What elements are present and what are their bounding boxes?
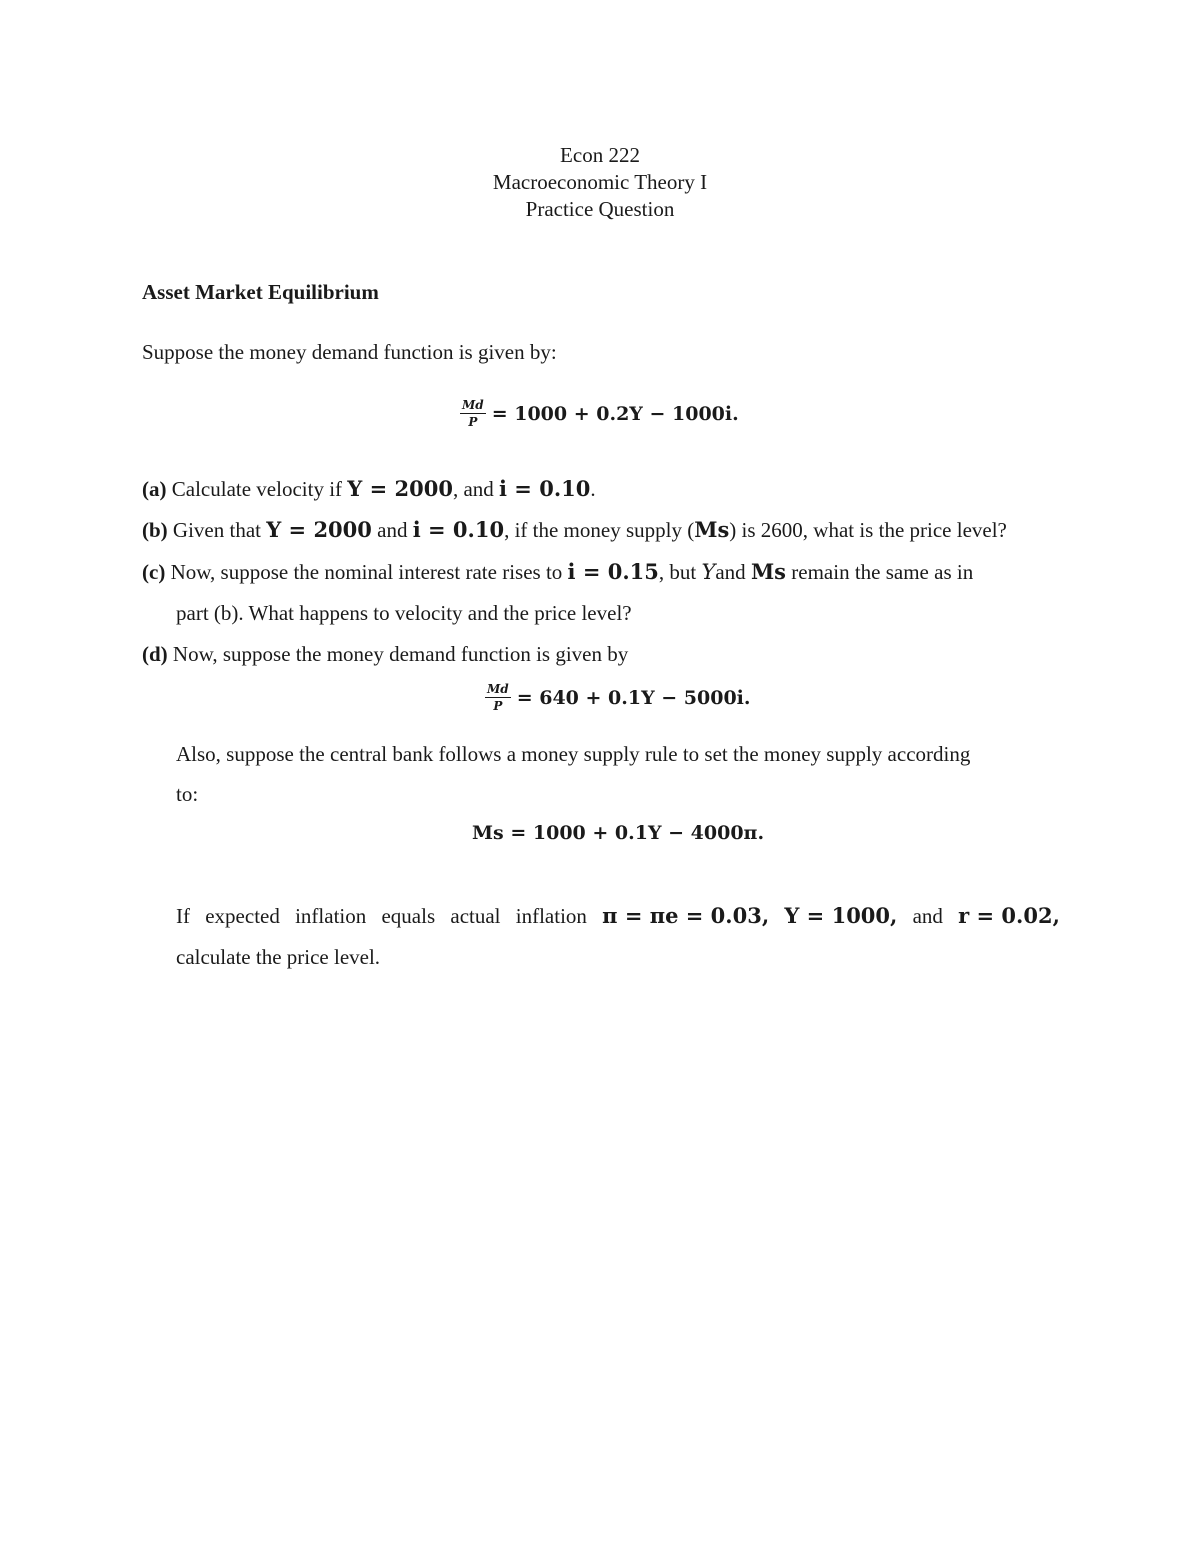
part-d-final-line-2: calculate the price level. [176, 945, 381, 969]
part-c-math-ms: Ms [750, 559, 787, 584]
part-a-label: (a) [142, 477, 167, 501]
final-word: inflation [295, 904, 367, 928]
part-c-math-i: i = 0.15 [567, 559, 659, 584]
part-d-final-line-1 [176, 902, 1060, 930]
part-b-math-ms: Ms [694, 517, 730, 542]
part-d-text: Now, suppose the money demand function is given by [172, 642, 629, 666]
final-word: actual [450, 904, 501, 928]
final-math-r: r = 0.02, [958, 903, 1060, 928]
final-word: If [176, 904, 190, 928]
final-word: expected [205, 904, 280, 928]
part-c-line-2: part (b). What happens to velocity and the price level? [176, 601, 632, 625]
money-demand-equation-2 [485, 682, 751, 713]
course-subtitle: Macroeconomic Theory I [492, 170, 708, 194]
section-heading: Asset Market Equilibrium [142, 280, 379, 304]
fraction-denominator-2: P [493, 699, 503, 713]
final-word: equals [381, 904, 436, 928]
part-a [142, 475, 596, 503]
final-word-and: and [912, 904, 943, 928]
part-b-text-2: and [371, 518, 413, 542]
final-word: inflation [515, 904, 587, 928]
equation-rhs: = 1000 + 0.2Y − 1000i. [491, 402, 739, 425]
part-b-label: (b) [142, 518, 168, 542]
fraction-md-over-p [460, 398, 486, 429]
document-type: Practice Question [525, 197, 675, 221]
title-block [0, 142, 1200, 223]
part-b-text-3: , if the money supply ( [504, 518, 695, 542]
part-c-text-3: and [715, 560, 751, 584]
part-b-math-i: i = 0.10 [412, 517, 505, 542]
part-c-math-y: Y [701, 560, 716, 584]
part-c-text-4: remain the same as in [786, 560, 974, 584]
part-d-also-line-2: to: [176, 782, 199, 806]
fraction-md-over-p-2 [485, 682, 511, 713]
part-b [142, 516, 1007, 544]
part-a-math-y: Y = 2000 [347, 476, 453, 501]
part-b-text: Given that [172, 518, 267, 542]
intro-text: Suppose the money demand function is given by: [142, 340, 557, 364]
fraction-denominator: P [468, 415, 478, 429]
part-a-text: Calculate velocity if [171, 477, 348, 501]
money-supply-equation [472, 822, 764, 844]
final-math-y: Y = 1000, [784, 903, 898, 928]
fraction-numerator: Md [462, 398, 484, 412]
part-b-math-y: Y = 2000 [266, 517, 372, 542]
part-c [142, 558, 973, 586]
part-a-text-2: , and [452, 477, 500, 501]
money-supply-rule: Ms = 1000 + 0.1Y − 4000π. [472, 822, 765, 844]
fraction-numerator-2: Md [487, 682, 509, 696]
part-d [142, 640, 628, 668]
part-c-label: (c) [142, 560, 166, 584]
part-a-math-i: i = 0.10 [499, 476, 591, 501]
equation-rhs-2: = 640 + 0.1Y − 5000i. [516, 686, 751, 709]
part-c-text-2: , but [658, 560, 702, 584]
course-title: Econ 222 [560, 143, 640, 167]
part-d-label: (d) [142, 642, 168, 666]
money-demand-equation [460, 398, 739, 429]
part-a-text-3: . [590, 477, 596, 501]
part-c-text: Now, suppose the nominal interest rate rises to [170, 560, 568, 584]
final-math-inflation: π = πe = 0.03, [602, 903, 770, 928]
part-b-text-4: ) is 2600, what is the price level? [729, 518, 1007, 542]
part-d-also-line-1: Also, suppose the central bank follows a money supply rule to set the money supply according [176, 742, 971, 766]
